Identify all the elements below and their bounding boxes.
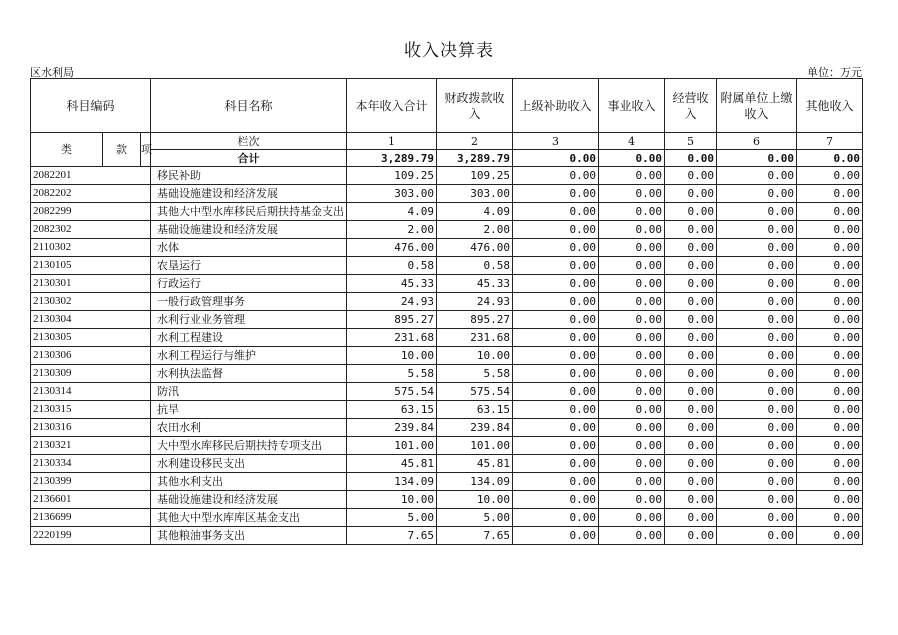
row-value: 0.00 (513, 419, 599, 437)
row-value: 5.58 (347, 365, 437, 383)
header-row (31, 79, 863, 133)
table-row (31, 329, 863, 347)
row-value: 0.00 (717, 527, 797, 545)
row-value: 303.00 (347, 185, 437, 203)
row-value: 0.00 (599, 293, 665, 311)
row-value: 231.68 (347, 329, 437, 347)
row-value: 10.00 (347, 491, 437, 509)
row-value: 0.00 (513, 257, 599, 275)
table-row (31, 491, 863, 509)
row-value: 5.00 (347, 509, 437, 527)
row-value: 101.00 (437, 437, 513, 455)
row-value: 0.00 (513, 473, 599, 491)
row-value: 134.09 (347, 473, 437, 491)
row-name: 防汛 (151, 383, 347, 401)
row-value: 0.00 (665, 293, 717, 311)
row-value: 109.25 (347, 167, 437, 185)
row-name: 农田水利 (151, 419, 347, 437)
row-value: 895.27 (347, 311, 437, 329)
row-code: 2130321 (31, 437, 151, 455)
row-name: 农垦运行 (151, 257, 347, 275)
header-fiscal: 财政拨款收入 (437, 79, 513, 133)
total-value: 0.00 (665, 150, 717, 167)
table-row (31, 347, 863, 365)
row-value: 0.00 (599, 347, 665, 365)
row-name: 行政运行 (151, 275, 347, 293)
row-value: 0.00 (665, 365, 717, 383)
row-value: 0.00 (717, 311, 797, 329)
row-value: 0.00 (599, 383, 665, 401)
row-value: 0.00 (599, 311, 665, 329)
row-value: 0.00 (513, 203, 599, 221)
row-value: 239.84 (437, 419, 513, 437)
row-value: 0.00 (717, 167, 797, 185)
row-value: 24.93 (437, 293, 513, 311)
row-value: 0.00 (717, 329, 797, 347)
row-value: 0.00 (797, 257, 863, 275)
row-value: 0.00 (717, 401, 797, 419)
col-num-6: 6 (717, 133, 797, 150)
row-value: 0.00 (665, 491, 717, 509)
row-value: 476.00 (437, 239, 513, 257)
row-name: 抗旱 (151, 401, 347, 419)
row-value: 0.00 (513, 221, 599, 239)
header-xiang: 项 (141, 133, 151, 167)
row-value: 0.00 (797, 275, 863, 293)
row-name: 水利执法监督 (151, 365, 347, 383)
row-value: 0.00 (665, 419, 717, 437)
header-total: 本年收入合计 (347, 79, 437, 133)
row-name: 其他粮油事务支出 (151, 527, 347, 545)
row-value: 134.09 (437, 473, 513, 491)
row-code: 2136699 (31, 509, 151, 527)
row-value: 0.00 (513, 491, 599, 509)
row-value: 2.00 (437, 221, 513, 239)
row-value: 0.00 (665, 401, 717, 419)
row-value: 0.00 (717, 257, 797, 275)
row-value: 0.00 (797, 347, 863, 365)
row-name: 一般行政管理事务 (151, 293, 347, 311)
row-value: 0.00 (665, 527, 717, 545)
row-value: 45.81 (437, 455, 513, 473)
row-value: 0.00 (717, 365, 797, 383)
row-name: 水利工程建设 (151, 329, 347, 347)
income-final-accounts-table (30, 78, 863, 545)
row-code: 2220199 (31, 527, 151, 545)
row-code: 2130316 (31, 419, 151, 437)
row-value: 109.25 (437, 167, 513, 185)
row-value: 0.00 (665, 167, 717, 185)
row-value: 0.00 (665, 275, 717, 293)
row-value: 0.00 (797, 401, 863, 419)
row-value: 0.00 (717, 509, 797, 527)
row-value: 231.68 (437, 329, 513, 347)
col-num-3: 3 (513, 133, 599, 150)
col-num-4: 4 (599, 133, 665, 150)
row-value: 0.00 (513, 239, 599, 257)
row-code: 2082202 (31, 185, 151, 203)
unit-label: 单位：万元 (807, 66, 862, 79)
header-lanci: 栏次 (151, 133, 347, 150)
row-value: 0.00 (513, 455, 599, 473)
row-code: 2130304 (31, 311, 151, 329)
row-value: 5.58 (437, 365, 513, 383)
row-value: 0.00 (797, 419, 863, 437)
row-value: 0.00 (599, 455, 665, 473)
total-value: 3,289.79 (437, 150, 513, 167)
row-value: 0.00 (797, 293, 863, 311)
header-code: 科目编码 (31, 79, 151, 133)
row-value: 63.15 (347, 401, 437, 419)
total-value: 0.00 (599, 150, 665, 167)
row-code: 2130306 (31, 347, 151, 365)
row-name: 水利建设移民支出 (151, 455, 347, 473)
row-value: 0.00 (717, 347, 797, 365)
table-row (31, 527, 863, 545)
total-value: 3,289.79 (347, 150, 437, 167)
row-value: 5.00 (437, 509, 513, 527)
row-value: 0.00 (717, 455, 797, 473)
column-number-row (31, 133, 863, 150)
row-value: 10.00 (437, 347, 513, 365)
row-code: 2082302 (31, 221, 151, 239)
row-value: 0.00 (599, 419, 665, 437)
row-value: 0.00 (665, 437, 717, 455)
row-value: 0.00 (513, 365, 599, 383)
row-value: 0.00 (665, 203, 717, 221)
row-value: 0.58 (347, 257, 437, 275)
header-other: 其他收入 (797, 79, 863, 133)
row-value: 4.09 (437, 203, 513, 221)
row-value: 0.00 (797, 527, 863, 545)
row-value: 0.00 (513, 347, 599, 365)
row-name: 移民补助 (151, 167, 347, 185)
row-code: 2110302 (31, 239, 151, 257)
row-value: 476.00 (347, 239, 437, 257)
row-code: 2130309 (31, 365, 151, 383)
table-row (31, 185, 863, 203)
row-value: 0.00 (599, 491, 665, 509)
row-value: 0.00 (717, 473, 797, 491)
row-code: 2130105 (31, 257, 151, 275)
row-value: 0.00 (599, 167, 665, 185)
row-value: 0.00 (599, 203, 665, 221)
row-value: 0.00 (797, 185, 863, 203)
organization-name: 区水利局 (30, 66, 74, 79)
row-value: 0.00 (665, 473, 717, 491)
row-value: 0.00 (665, 329, 717, 347)
table-row (31, 203, 863, 221)
table-row (31, 221, 863, 239)
row-value: 0.00 (797, 239, 863, 257)
table-row (31, 437, 863, 455)
row-value: 0.00 (513, 185, 599, 203)
row-value: 0.00 (599, 257, 665, 275)
header-name: 科目名称 (151, 79, 347, 133)
row-name: 基础设施建设和经济发展 (151, 185, 347, 203)
table-row (31, 419, 863, 437)
row-code: 2130314 (31, 383, 151, 401)
row-value: 0.00 (797, 455, 863, 473)
row-value: 0.00 (717, 221, 797, 239)
row-value: 0.00 (599, 473, 665, 491)
row-name: 水利工程运行与维护 (151, 347, 347, 365)
row-value: 0.00 (717, 275, 797, 293)
table-row (31, 383, 863, 401)
row-value: 0.00 (797, 383, 863, 401)
row-value: 0.00 (513, 509, 599, 527)
row-name: 大中型水库移民后期扶持专项支出 (151, 437, 347, 455)
row-value: 0.58 (437, 257, 513, 275)
row-value: 0.00 (599, 509, 665, 527)
row-value: 0.00 (797, 509, 863, 527)
row-code: 2130334 (31, 455, 151, 473)
row-name: 基础设施建设和经济发展 (151, 221, 347, 239)
row-value: 7.65 (437, 527, 513, 545)
table-row (31, 473, 863, 491)
row-code: 2082299 (31, 203, 151, 221)
row-value: 0.00 (717, 293, 797, 311)
row-value: 0.00 (665, 311, 717, 329)
row-value: 239.84 (347, 419, 437, 437)
table-row (31, 239, 863, 257)
row-code: 2136601 (31, 491, 151, 509)
total-value: 0.00 (717, 150, 797, 167)
row-value: 0.00 (665, 455, 717, 473)
table-row (31, 509, 863, 527)
row-value: 0.00 (717, 383, 797, 401)
row-value: 0.00 (599, 365, 665, 383)
row-code: 2130315 (31, 401, 151, 419)
row-value: 0.00 (513, 401, 599, 419)
row-value: 0.00 (513, 329, 599, 347)
row-value: 0.00 (599, 437, 665, 455)
col-num-5: 5 (665, 133, 717, 150)
row-value: 0.00 (513, 311, 599, 329)
row-value: 0.00 (513, 527, 599, 545)
total-value: 0.00 (797, 150, 863, 167)
row-value: 45.33 (347, 275, 437, 293)
row-value: 0.00 (665, 509, 717, 527)
row-code: 2130302 (31, 293, 151, 311)
row-value: 0.00 (797, 329, 863, 347)
row-value: 0.00 (513, 167, 599, 185)
header-affiliated: 附属单位上缴收入 (717, 79, 797, 133)
row-value: 45.33 (437, 275, 513, 293)
row-value: 0.00 (665, 383, 717, 401)
row-code: 2082201 (31, 167, 151, 185)
header-operating: 经营收入 (665, 79, 717, 133)
row-value: 101.00 (347, 437, 437, 455)
header-kuan: 款 (103, 133, 141, 167)
row-value: 0.00 (797, 365, 863, 383)
row-value: 575.54 (347, 383, 437, 401)
table-row (31, 311, 863, 329)
row-value: 0.00 (599, 527, 665, 545)
row-value: 0.00 (717, 239, 797, 257)
row-value: 0.00 (797, 491, 863, 509)
row-value: 2.00 (347, 221, 437, 239)
row-value: 0.00 (599, 275, 665, 293)
total-value: 0.00 (513, 150, 599, 167)
row-code: 2130305 (31, 329, 151, 347)
row-value: 0.00 (513, 293, 599, 311)
row-value: 0.00 (797, 203, 863, 221)
row-value: 0.00 (717, 185, 797, 203)
row-value: 0.00 (797, 311, 863, 329)
row-value: 0.00 (599, 401, 665, 419)
row-name: 水体 (151, 239, 347, 257)
header-superior: 上级补助收入 (513, 79, 599, 133)
table-row (31, 401, 863, 419)
row-value: 10.00 (347, 347, 437, 365)
table-row (31, 257, 863, 275)
row-code: 2130399 (31, 473, 151, 491)
col-num-1: 1 (347, 133, 437, 150)
table-row (31, 275, 863, 293)
row-value: 303.00 (437, 185, 513, 203)
row-value: 0.00 (513, 437, 599, 455)
col-num-7: 7 (797, 133, 863, 150)
row-value: 0.00 (797, 437, 863, 455)
row-code: 2130301 (31, 275, 151, 293)
row-value: 895.27 (437, 311, 513, 329)
total-label: 合计 (151, 150, 347, 167)
row-value: 7.65 (347, 527, 437, 545)
row-name: 其他大中型水库移民后期扶持基金支出 (151, 203, 347, 221)
col-num-2: 2 (437, 133, 513, 150)
row-value: 0.00 (797, 221, 863, 239)
total-row (31, 150, 863, 167)
row-value: 0.00 (717, 491, 797, 509)
row-value: 0.00 (665, 221, 717, 239)
row-value: 0.00 (599, 329, 665, 347)
header-business: 事业收入 (599, 79, 665, 133)
row-value: 0.00 (717, 419, 797, 437)
row-name: 其他水利支出 (151, 473, 347, 491)
row-value: 0.00 (665, 185, 717, 203)
row-value: 0.00 (797, 473, 863, 491)
row-name: 基础设施建设和经济发展 (151, 491, 347, 509)
table-row (31, 455, 863, 473)
table-row (31, 167, 863, 185)
row-value: 24.93 (347, 293, 437, 311)
row-value: 63.15 (437, 401, 513, 419)
row-value: 10.00 (437, 491, 513, 509)
table-row (31, 293, 863, 311)
row-value: 0.00 (599, 239, 665, 257)
row-value: 4.09 (347, 203, 437, 221)
row-value: 0.00 (599, 185, 665, 203)
table-row (31, 365, 863, 383)
row-name: 其他大中型水库库区基金支出 (151, 509, 347, 527)
row-name: 水利行业业务管理 (151, 311, 347, 329)
page-title: 收入决算表 (404, 41, 494, 61)
row-value: 0.00 (665, 257, 717, 275)
row-value: 0.00 (797, 167, 863, 185)
row-value: 575.54 (437, 383, 513, 401)
row-value: 0.00 (513, 275, 599, 293)
row-value: 0.00 (513, 383, 599, 401)
row-value: 0.00 (665, 239, 717, 257)
row-value: 45.81 (347, 455, 437, 473)
header-lei: 类 (31, 133, 103, 167)
row-value: 0.00 (717, 203, 797, 221)
row-value: 0.00 (599, 221, 665, 239)
row-value: 0.00 (665, 347, 717, 365)
row-value: 0.00 (717, 437, 797, 455)
